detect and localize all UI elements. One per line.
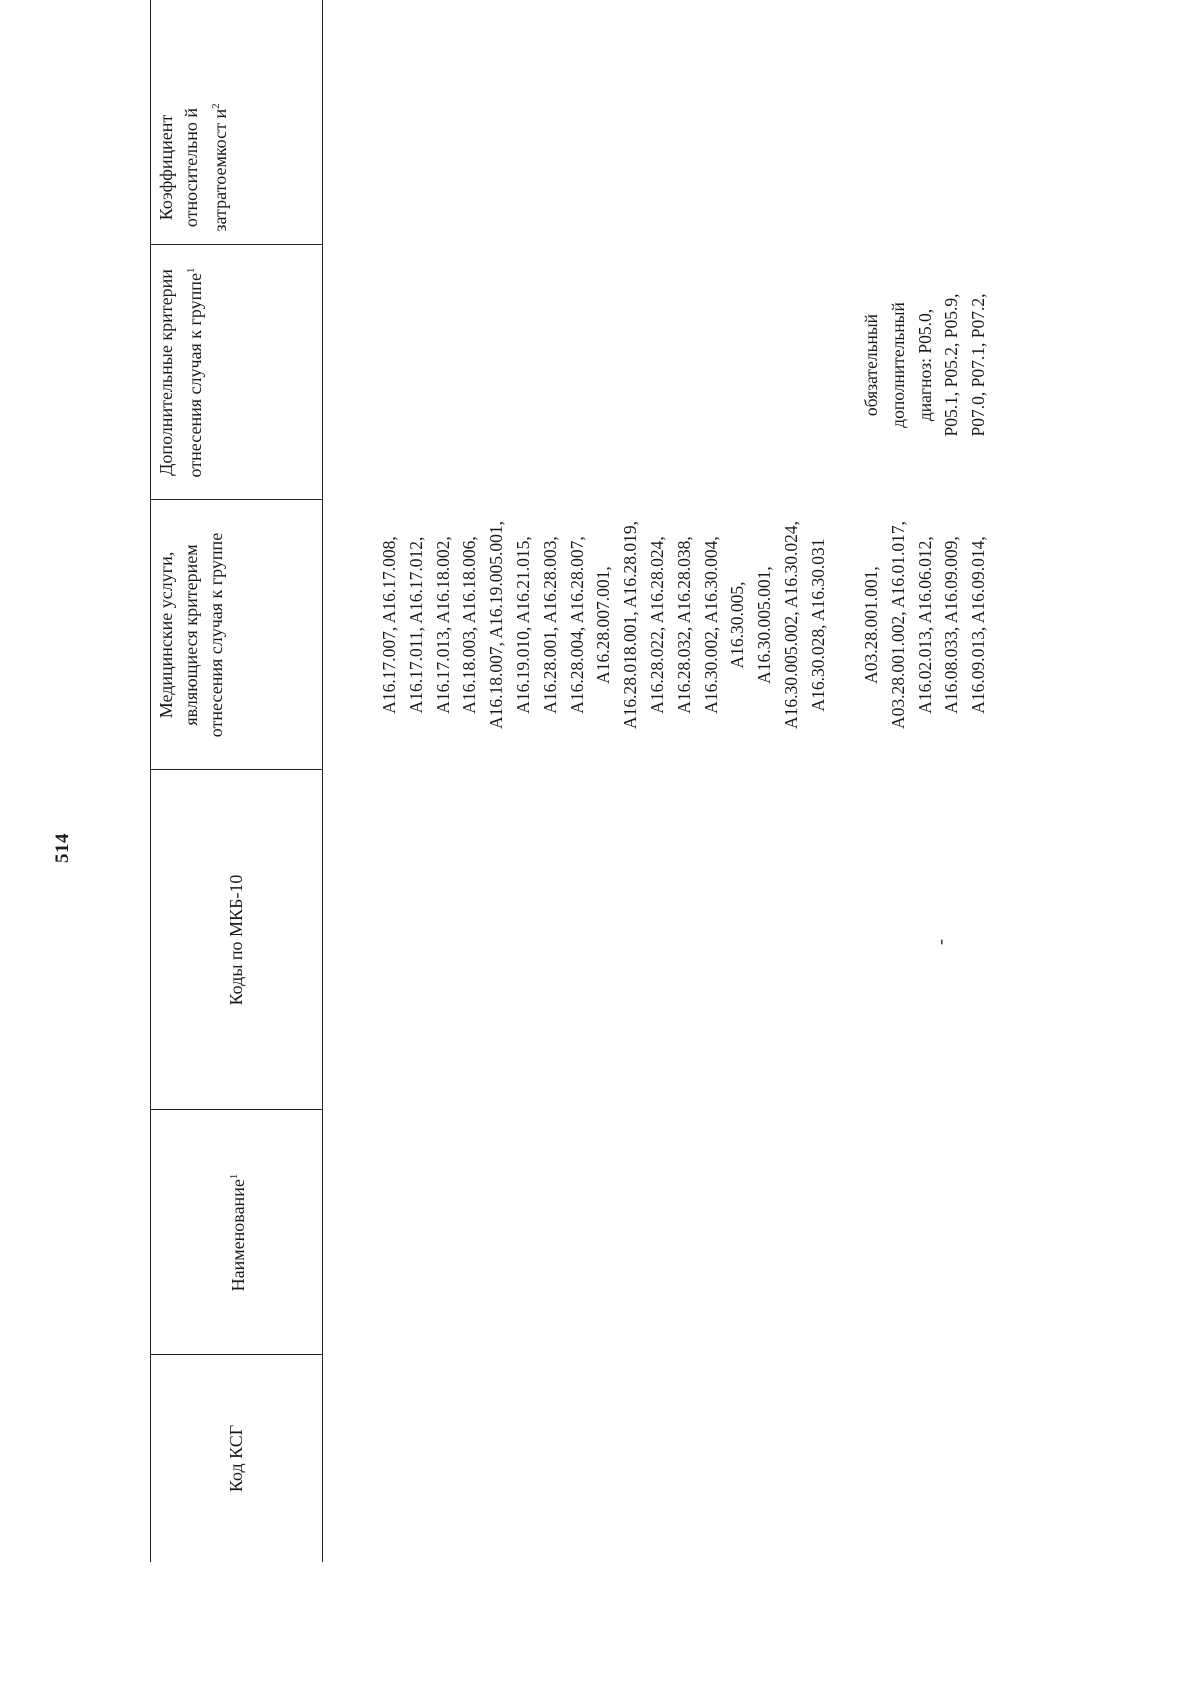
- header-name-footnote: 1: [227, 1173, 240, 1180]
- header-name: [150, 1110, 322, 1355]
- header-coefficient-label: Коэффициент относительно й затратоемкост и: [156, 107, 230, 232]
- row-2-criteria: обязательный дополнительный диагноз: P05.0, P05.1, P05.2, P05.9, P07.0, P07.1, P07.2,: [861, 293, 989, 437]
- row-2-mkb-dash: -: [930, 939, 950, 945]
- header-coefficient: [150, 90, 322, 245]
- header-criteria-footnote: 1: [185, 267, 197, 274]
- table-header-bottom-rule: [322, 0, 323, 1562]
- header-code-ksg-label: Код КСГ: [225, 1424, 246, 1493]
- header-criteria-label: Дополнительные критерии отнесения случая к группе: [156, 269, 205, 478]
- row-2-services: A03.28.001.001, A03.28.001.002, A16.01.017, A16.02.013, A16.06.012, A16.08.033, A16.09.009, A16.09.013, A16.09.014,: [861, 520, 989, 730]
- header-criteria: [150, 245, 322, 500]
- header-coefficient-text: [154, 94, 233, 241]
- header-name-label: Наименование: [227, 1179, 248, 1292]
- header-code-ksg: [150, 1355, 322, 1562]
- header-coefficient-footnote: 2: [210, 103, 222, 109]
- header-services-label: Медицинские услуги, являющиеся критерием отнесения случая к группе: [156, 532, 226, 738]
- header-mkb-codes: [150, 770, 322, 1110]
- header-services: [150, 500, 322, 770]
- header-criteria-text: [154, 255, 208, 490]
- page-number: 514: [52, 833, 73, 863]
- header-name-text: [222, 1174, 251, 1292]
- header-mkb-codes-label: Коды по МКБ-10: [225, 874, 246, 1006]
- row-1-services: A16.17.007, A16.17.008, A16.17.011, A16.17.012, A16.17.013, A16.18.002, A16.18.003, A16.18.006, A16.18.007, A16.19.005.001, A16.19.010, A16.21.015, A16.28.001, A16.28.003, A16.28.004, A16.28.007, A16.28.007.001, A16.28.018.001, A16.28.019, A16.28.022, A16.28.024, A16.28.032, A16.28.038, A16.30.002, A16.30.004, A16.30.005, A16.30.005.001, A16.30.005.002, A16.30.024, A16.30.028, A16.30.031: [379, 520, 828, 730]
